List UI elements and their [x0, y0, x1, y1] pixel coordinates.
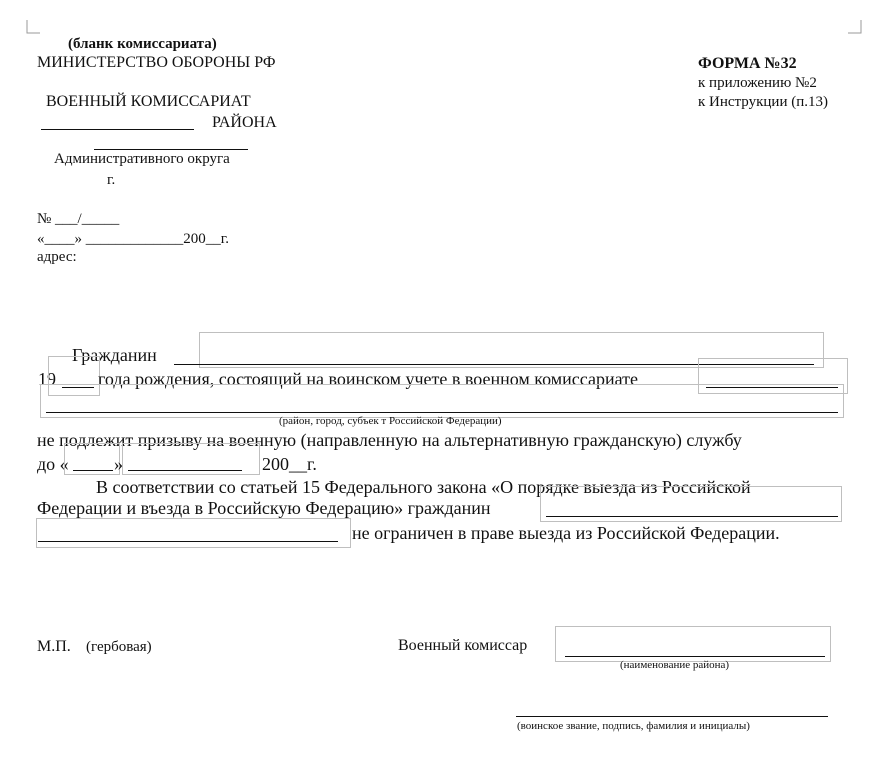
district-city-caption: (район, город, субъек т Российской Федерации): [279, 415, 502, 427]
law-text: В соответствии со статьей 15 Федерального закона «О порядке выезда из Российской: [96, 477, 751, 497]
instruction-ref: к Инструкции (п.13): [698, 94, 828, 110]
commissar-label: Военный комиссар: [398, 637, 528, 654]
registration-text: года рождения, состоящий на воинском учете в военном комиссариате: [98, 369, 638, 389]
page-corner-top-left: [26, 20, 40, 34]
district-label: РАЙОНА: [212, 114, 277, 131]
not-restricted-text: не ограничен в праве выезда из Российской Федерации.: [352, 523, 780, 543]
signature-line: [516, 716, 828, 717]
district-city-line: [46, 412, 838, 413]
law-citizen-name-field-2[interactable]: [36, 518, 351, 548]
law-citizen-text: Федерации и въезда в Российскую Федерацию» гражданин: [37, 498, 491, 518]
commissar-district-line: [565, 656, 825, 657]
ministry-title: МИНИСТЕРСТВО ОБОРОНЫ РФ: [37, 54, 276, 71]
page-corner-top-right: [848, 20, 862, 34]
stamp-note: (гербовая): [86, 639, 152, 655]
until-month-line: [128, 470, 242, 471]
city-label: г.: [107, 172, 116, 188]
until-day-line: [73, 470, 113, 471]
citizen-label: Гражданин: [72, 345, 157, 365]
appendix-ref: к приложению №2: [698, 75, 817, 91]
okrug-label: Административного округа: [54, 151, 230, 167]
district-blank-line: [41, 129, 194, 130]
stamp-label: М.П.: [37, 638, 71, 655]
until-quote-close: »: [114, 454, 123, 474]
signature-caption: (воинское звание, подпись, фамилия и инициалы): [517, 720, 750, 732]
until-prefix: до «: [37, 454, 69, 474]
address-label: адрес:: [37, 249, 77, 265]
okrug-blank-line: [94, 149, 248, 150]
outgoing-date: «____» _____________200__г.: [37, 231, 229, 247]
district-name-caption: (наименование района): [620, 659, 730, 671]
blank-label: (бланк комиссариата): [68, 36, 217, 52]
outgoing-number: № ___/_____: [37, 211, 120, 227]
birth-year-prefix: 19: [38, 369, 56, 389]
form-title: ФОРМА №32: [698, 55, 797, 72]
exemption-text: не подлежит призыву на военную (направленную на альтернативную гражданскую) службу: [37, 430, 742, 450]
law-citizen-name-line-2: [38, 541, 338, 542]
until-year: 200__г.: [262, 454, 317, 474]
commissariat-title: ВОЕННЫЙ КОМИССАРИАТ: [46, 93, 251, 110]
law-citizen-name-line: [546, 516, 838, 517]
